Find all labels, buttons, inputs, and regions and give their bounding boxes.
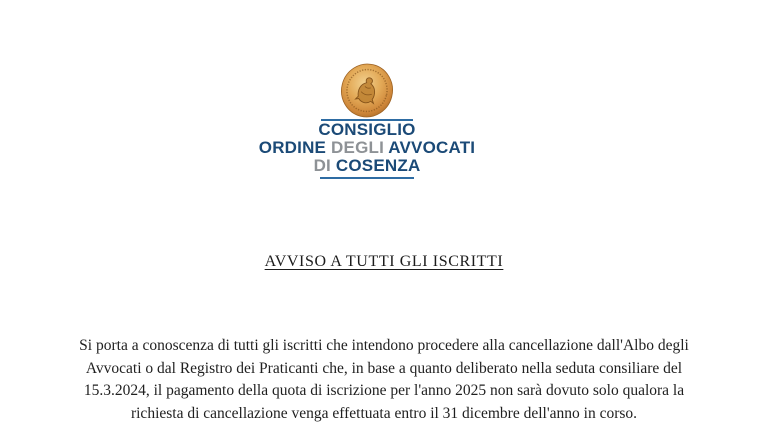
- logo-rule-bottom: [320, 177, 414, 179]
- notice-body-line: Avvocati o dal Registro dei Praticanti che, in base a quanto deliberato nella seduta consiliare del: [85, 359, 683, 377]
- organization-logo: [0, 0, 751, 179]
- logo-line-3: [0, 157, 751, 175]
- logo-word-degli: DEGLI: [331, 138, 384, 157]
- logo-word-ordine: ORDINE: [258, 138, 327, 157]
- logo-word-avvocati: AVVOCATI: [388, 138, 476, 157]
- logo-line-2: [0, 139, 751, 157]
- logo-word-consiglio: CONSIGLIO: [318, 120, 416, 139]
- logo-word-di: DI: [313, 156, 331, 175]
- notice-body-line: 15.3.2024, il pagamento della quota di iscrizione per l'anno 2025 non sarà dovuto solo qualora la: [83, 382, 685, 399]
- notice-body: [0, 335, 768, 425]
- notice-title: AVVISO A TUTTI GLI ISCRITTI: [264, 253, 504, 270]
- logo-line-1: [0, 121, 751, 139]
- notice-body-line: Si porta a conoscenza di tutti gli iscritti che intendono procedere alla cancellazione dall'Albo degli: [79, 337, 689, 354]
- logo-word-cosenza: COSENZA: [335, 156, 421, 175]
- notice-body-line: richiesta di cancellazione venga effettuata entro il 31 dicembre dell'anno in corso.: [130, 404, 638, 422]
- coin-emblem-icon: [340, 63, 394, 118]
